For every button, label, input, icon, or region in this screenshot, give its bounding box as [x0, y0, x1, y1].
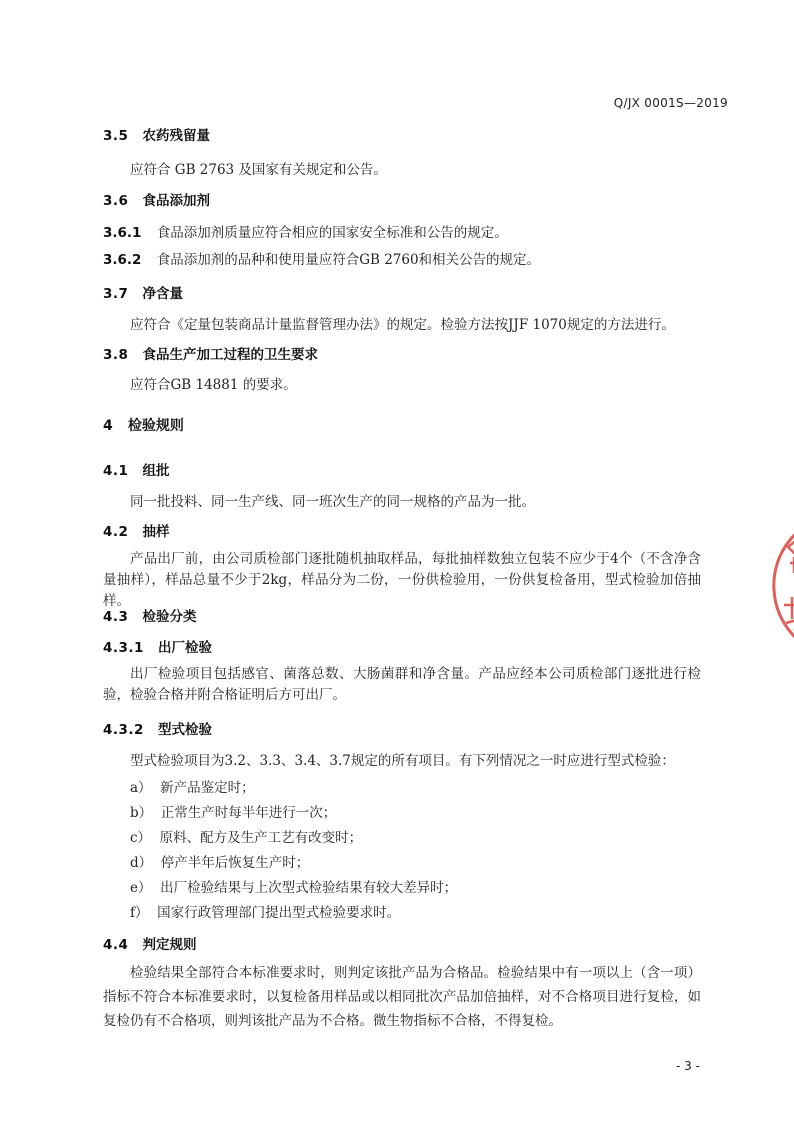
clause-text: 食品添加剂的品种和使用量应符合GB 2760和相关公告的规定。: [156, 252, 541, 268]
clause-number: 3.6.2: [103, 252, 142, 268]
list-item-text: 新产品鉴定时；: [160, 780, 255, 796]
heading-3-7: [103, 282, 183, 302]
heading-number: 4.2: [103, 524, 129, 540]
standard-number: Q/JX 0001S—2019: [613, 96, 728, 110]
heading-number: 4.4: [103, 937, 129, 953]
heading-title: 型式检验: [158, 722, 213, 738]
page-number: - 3 -: [676, 1059, 700, 1073]
heading-title: 检验分类: [142, 609, 197, 625]
paragraph-4-3-2: 型式检验项目为3.2、3.3、3.4、3.7规定的所有项目。有下列情况之一时应进行型式检验：: [130, 753, 675, 769]
heading-number: 3.7: [103, 286, 129, 302]
paragraph-3-7: 应符合《定量包装商品计量监督管理办法》的规定。检验方法按JJF 1070规定的方法进行。: [130, 317, 675, 333]
list-item-text: 国家行政管理部门提出型式检验要求时。: [157, 905, 401, 921]
list-item-label: c）: [130, 830, 152, 846]
heading-title: 净含量: [142, 286, 184, 302]
heading-title: 农药残留量: [142, 128, 211, 144]
heading-4-3-2: [103, 718, 212, 738]
list-item-text: 原料、配方及生产工艺有改变时；: [159, 830, 363, 846]
list-item-label: a）: [130, 780, 152, 796]
clause-3-6-1: [103, 221, 508, 241]
seal-glyph-mark: [788, 539, 794, 573]
heading-4-1: [103, 459, 170, 479]
heading-title: 食品添加剂: [142, 193, 211, 209]
paragraph-3-8: 应符合GB 14881 的要求。: [130, 377, 297, 393]
heading-3-5: [103, 124, 210, 144]
list-item-text: 停产半年后恢复生产时；: [160, 855, 310, 871]
heading-title: 出厂检验: [158, 640, 213, 656]
paragraph-4-3-1: 出厂检验项目包括感官、菌落总数、大肠菌群和净含量。产品应经本公司质检部门逐批进行检验，检验合格并附合格证明后方可出厂。: [103, 666, 701, 703]
heading-number: 3.8: [103, 347, 129, 363]
paragraph-4-4: 检验结果全部符合本标准要求时，则判定该批产品为合格品。检验结果中有一项以上（含一项）指标不符合本标准要求时，以复检备用样品或以相同批次产品加倍抽样，对不合格项目进行复检，如复检仍有不合格项，则判该批产品为不合格。微生物指标不合格，不得复检。: [103, 965, 701, 1029]
heading-4-3-1: [103, 636, 212, 656]
heading-3-6: [103, 189, 210, 209]
paragraph-4-1: 同一批投料、同一生产线、同一班次生产的同一规格的产品为一批。: [130, 494, 535, 510]
heading-number: 4: [103, 418, 114, 434]
clause-3-6-2: [103, 248, 540, 268]
list-item-text: 出厂检验结果与上次型式检验结果有较大差异时；: [160, 880, 458, 896]
list-item: [130, 851, 309, 871]
list-item: [130, 801, 336, 821]
heading-title: 抽样: [142, 524, 170, 540]
heading-number: 3.5: [103, 128, 129, 144]
heading-number: 4.3: [103, 609, 129, 625]
heading-number: 4.3.2: [103, 722, 144, 738]
clause-text: 食品添加剂质量应符合相应的国家安全标准和公告的规定。: [156, 225, 508, 241]
paragraph-3-5: 应符合 GB 2763 及国家有关规定和公告。: [130, 162, 387, 178]
heading-4-4: [103, 933, 197, 953]
heading-title: 判定规则: [142, 937, 197, 953]
heading-3-8: [103, 343, 318, 363]
list-item-label: e）: [130, 880, 152, 896]
heading-title: 食品生产加工过程的卫生要求: [142, 347, 319, 363]
heading-4: [103, 415, 184, 435]
seal-stamp: [764, 505, 794, 665]
heading-number: 4.3.1: [103, 640, 144, 656]
heading-title: 检验规则: [127, 418, 184, 434]
list-item: [130, 776, 255, 796]
heading-title: 组批: [142, 463, 170, 479]
list-item-label: f）: [130, 905, 149, 921]
heading-number: 4.1: [103, 463, 129, 479]
list-item: [130, 901, 400, 921]
heading-number: 3.6: [103, 193, 129, 209]
list-item: [130, 876, 457, 896]
list-item-text: 正常生产时每半年进行一次；: [160, 805, 337, 821]
clause-number: 3.6.1: [103, 225, 142, 241]
list-item: [130, 826, 362, 846]
list-item-label: d）: [130, 855, 153, 871]
heading-4-2: [103, 520, 170, 540]
seal-ring-arc: [774, 513, 794, 661]
paragraph-4-2: 产品出厂前，由公司质检部门逐批随机抽取样品，每批抽样数独立包装不应少于4个（不含净含量抽样），样品总量不少于2kg，样品分为二份，一份供检验用，一份供复检备用，型式检验加倍抽样。: [103, 551, 701, 609]
heading-4-3: [103, 605, 197, 625]
list-item-label: b）: [130, 805, 153, 821]
